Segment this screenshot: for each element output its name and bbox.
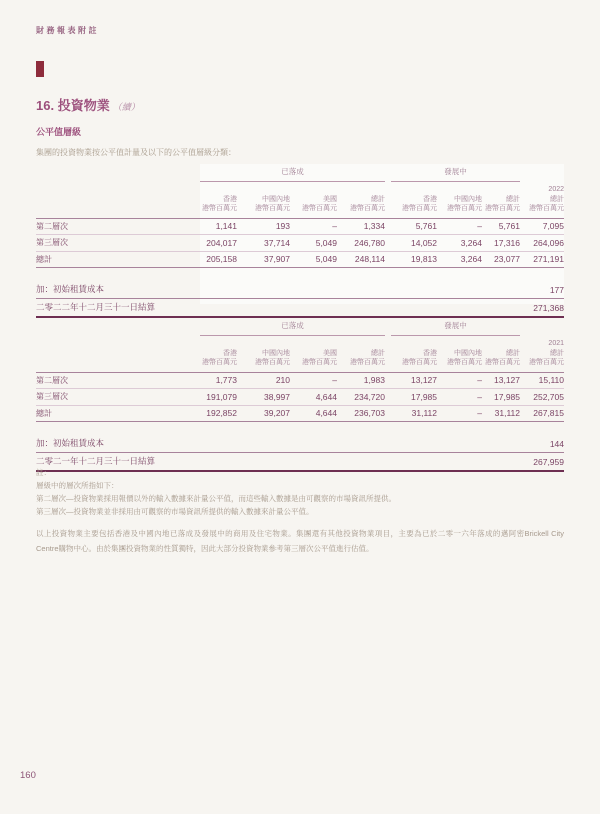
- page-header: 財務報表附註: [36, 26, 99, 35]
- unit-label: 港幣百萬元: [255, 359, 290, 366]
- value-cell: 1,141: [215, 221, 237, 232]
- lease-cost-label: 加：初始租賃成本: [36, 438, 105, 448]
- closing-value: 271,368: [533, 303, 564, 313]
- year-label: 2021: [548, 340, 564, 347]
- notes-line: 層級中的層次所指如下：: [36, 481, 119, 490]
- section-title: [36, 95, 140, 114]
- value-cell: 37,907: [237, 251, 290, 268]
- value-cell: 1,773: [215, 375, 237, 386]
- value-cell: 5,049: [290, 235, 337, 252]
- group-development-label: 發展中: [391, 320, 520, 336]
- value-cell: 5,761: [498, 221, 520, 232]
- col-header-total-completed: [337, 182, 385, 218]
- table-row-total: [36, 251, 564, 268]
- unit-label: 港幣百萬元: [202, 359, 237, 366]
- closing-label: 二零二二年十二月三十一日結算: [36, 302, 156, 312]
- col-header-mainland-dev: [437, 336, 482, 372]
- value-cell: 17,985: [385, 389, 437, 406]
- value-cell: 248,114: [337, 251, 385, 268]
- unit-label: 港幣百萬元: [350, 205, 385, 212]
- value-cell: 271,191: [520, 251, 564, 268]
- unit-label: 港幣百萬元: [202, 205, 237, 212]
- table-row-level3: [36, 389, 564, 406]
- col-label: 總計: [371, 195, 385, 203]
- spacer-cell: [36, 166, 200, 182]
- group-header-row: [36, 166, 564, 182]
- value-cell: 15,110: [538, 375, 564, 386]
- unit-label: 港幣百萬元: [447, 205, 482, 212]
- closing-balance-row: [36, 299, 564, 318]
- value-cell: 204,017: [200, 235, 237, 252]
- notes-line: 第三層次—投資物業並非採用由可觀察的市場資訊所提供的輸入數據來計量公平值。: [36, 507, 314, 516]
- col-label: 香港: [223, 349, 237, 357]
- fair-value-table-2021: [36, 320, 564, 472]
- row-label: 第二層次: [36, 221, 68, 231]
- value-cell: 3,264: [437, 251, 482, 268]
- group-completed-cell: [200, 166, 385, 182]
- col-label: 中國內地: [454, 195, 482, 203]
- fv-table-2022: [36, 166, 564, 268]
- value-cell: 31,112: [385, 405, 437, 422]
- col-label: 中國內地: [454, 349, 482, 357]
- section-title-text: 投資物業: [57, 98, 110, 113]
- spacer-cell: [520, 166, 564, 182]
- notes-line: 第二層次—投資物業採用報價以外的輸入數據來計量公平值，而這些輸入數據是由可觀察的市場資訊所提供。: [36, 494, 396, 503]
- value-cell: 236,703: [337, 405, 385, 422]
- row-label: 第三層次: [36, 389, 200, 406]
- row-label: 總計: [36, 405, 200, 422]
- value-cell: 37,714: [237, 235, 290, 252]
- value-cell: 205,158: [200, 251, 237, 268]
- column-header-row: [36, 336, 564, 372]
- table-row-level3: [36, 235, 564, 252]
- fv-table-2021: [36, 320, 564, 422]
- lease-cost-row: [36, 281, 564, 299]
- group-completed-label: 已落成: [200, 320, 385, 336]
- value-cell: 1,983: [363, 375, 385, 386]
- col-header-hk: [200, 182, 237, 218]
- group-completed-cell: [200, 320, 385, 336]
- value-cell: 13,127: [494, 375, 520, 386]
- table-row-total: [36, 405, 564, 422]
- value-cell: 5,049: [290, 251, 337, 268]
- table-row-level2: [36, 372, 564, 389]
- section-continued: （續）: [112, 102, 140, 112]
- value-cell: 23,077: [482, 251, 520, 268]
- page-number: 160: [20, 770, 36, 781]
- spacer-cell: [36, 336, 200, 372]
- value-cell: 4,644: [290, 389, 337, 406]
- value-cell: 234,720: [337, 389, 385, 406]
- value-cell: 264,096: [520, 235, 564, 252]
- value-cell: 1,334: [363, 221, 385, 232]
- row-label: 第三層次: [36, 235, 200, 252]
- col-header-mainland: [237, 182, 290, 218]
- value-cell: 17,316: [482, 235, 520, 252]
- value-cell: 13,127: [411, 375, 437, 386]
- value-cell: 14,052: [385, 235, 437, 252]
- col-label: 總計: [506, 349, 520, 357]
- col-label: 中國內地: [262, 195, 290, 203]
- unit-label: 港幣百萬元: [302, 359, 337, 366]
- value-cell: –: [477, 375, 482, 386]
- unit-label: 港幣百萬元: [485, 205, 520, 212]
- col-label: 中國內地: [262, 349, 290, 357]
- col-header-year-total: [520, 182, 564, 218]
- row-label: 總計: [36, 251, 200, 268]
- value-cell: 193: [275, 221, 290, 232]
- value-cell: –: [332, 221, 337, 232]
- value-cell: –: [477, 221, 482, 232]
- group-header-row: [36, 320, 564, 336]
- value-cell: 38,997: [237, 389, 290, 406]
- unit-label: 港幣百萬元: [447, 359, 482, 366]
- value-cell: –: [437, 389, 482, 406]
- col-label: 美國: [323, 349, 337, 357]
- col-header-usa: [290, 336, 337, 372]
- group-development-label: 發展中: [391, 166, 520, 182]
- row-label: 第二層次: [36, 375, 68, 385]
- col-label: 美國: [323, 195, 337, 203]
- unit-label: 港幣百萬元: [255, 205, 290, 212]
- col-label: 香港: [423, 349, 437, 357]
- value-cell: 192,852: [200, 405, 237, 422]
- col-header-usa: [290, 182, 337, 218]
- lease-cost-label: 加：初始租賃成本: [36, 284, 105, 294]
- accent-box: [36, 61, 44, 77]
- unit-label: 港幣百萬元: [350, 359, 385, 366]
- value-cell: 4,644: [290, 405, 337, 422]
- col-label: 總計: [550, 349, 564, 357]
- value-cell: 210: [275, 375, 290, 386]
- unit-label: 港幣百萬元: [402, 205, 437, 212]
- group-completed-label: 已落成: [200, 166, 385, 182]
- value-cell: 3,264: [437, 235, 482, 252]
- col-header-total-completed: [337, 336, 385, 372]
- unit-label: 港幣百萬元: [529, 205, 564, 212]
- col-header-hk: [200, 336, 237, 372]
- fair-value-subtitle: 公平值層級: [36, 127, 82, 137]
- notes-block: [36, 466, 396, 518]
- value-cell: 252,705: [520, 389, 564, 406]
- spacer-cell: [520, 320, 564, 336]
- value-cell: –: [332, 375, 337, 386]
- col-header-hk-dev: [385, 182, 437, 218]
- col-label: 香港: [423, 195, 437, 203]
- col-label: 總計: [371, 349, 385, 357]
- value-cell: 17,985: [482, 389, 520, 406]
- section-number: 16.: [36, 98, 55, 113]
- table-row-level2: [36, 218, 564, 235]
- unit-label: 港幣百萬元: [485, 359, 520, 366]
- fair-value-table-2022: [36, 166, 564, 318]
- year-label: 2022: [548, 186, 564, 193]
- column-header-row: [36, 182, 564, 218]
- col-label: 總計: [506, 195, 520, 203]
- value-cell: 246,780: [337, 235, 385, 252]
- unit-label: 港幣百萬元: [302, 205, 337, 212]
- lease-cost-value: 177: [549, 285, 564, 295]
- value-cell: 191,079: [200, 389, 237, 406]
- col-label: 總計: [550, 195, 564, 203]
- unit-label: 港幣百萬元: [402, 359, 437, 366]
- unit-label: 港幣百萬元: [529, 359, 564, 366]
- col-header-mainland-dev: [437, 182, 482, 218]
- value-cell: 19,813: [385, 251, 437, 268]
- col-header-hk-dev: [385, 336, 437, 372]
- value-cell: 39,207: [237, 405, 290, 422]
- lease-cost-value: 144: [549, 439, 564, 449]
- col-header-total-dev: [482, 182, 520, 218]
- spacer-cell: [36, 320, 200, 336]
- col-header-total-dev: [482, 336, 520, 372]
- value-cell: 31,112: [482, 405, 520, 422]
- value-cell: 5,761: [415, 221, 437, 232]
- group-development-cell: [385, 166, 520, 182]
- col-label: 香港: [223, 195, 237, 203]
- value-cell: –: [437, 405, 482, 422]
- value-cell: 7,095: [542, 221, 564, 232]
- col-header-mainland: [237, 336, 290, 372]
- col-header-year-total: [520, 336, 564, 372]
- notes-heading: 註：: [36, 468, 51, 477]
- closing-label: 二零二一年十二月三十一日結算: [36, 456, 156, 466]
- intro-text: 集團的投資物業按公平值計量及以下的公平值層級分類：: [36, 148, 236, 157]
- lease-cost-row: [36, 435, 564, 453]
- value-cell: 267,815: [520, 405, 564, 422]
- closing-value: 267,959: [533, 457, 564, 467]
- description-paragraph: 以上投資物業主要包括香港及中國內地已落成及發展中的商用及住宅物業。集團還有其他投資物業項目，主要為已於二零一六年落成的邁阿密Brickell City Centre購物中心。由於集團投資物業的性質獨特，因此大部分投資物業參考第三層次公平值進行估值。: [36, 529, 564, 553]
- group-development-cell: [385, 320, 520, 336]
- spacer-cell: [36, 182, 200, 218]
